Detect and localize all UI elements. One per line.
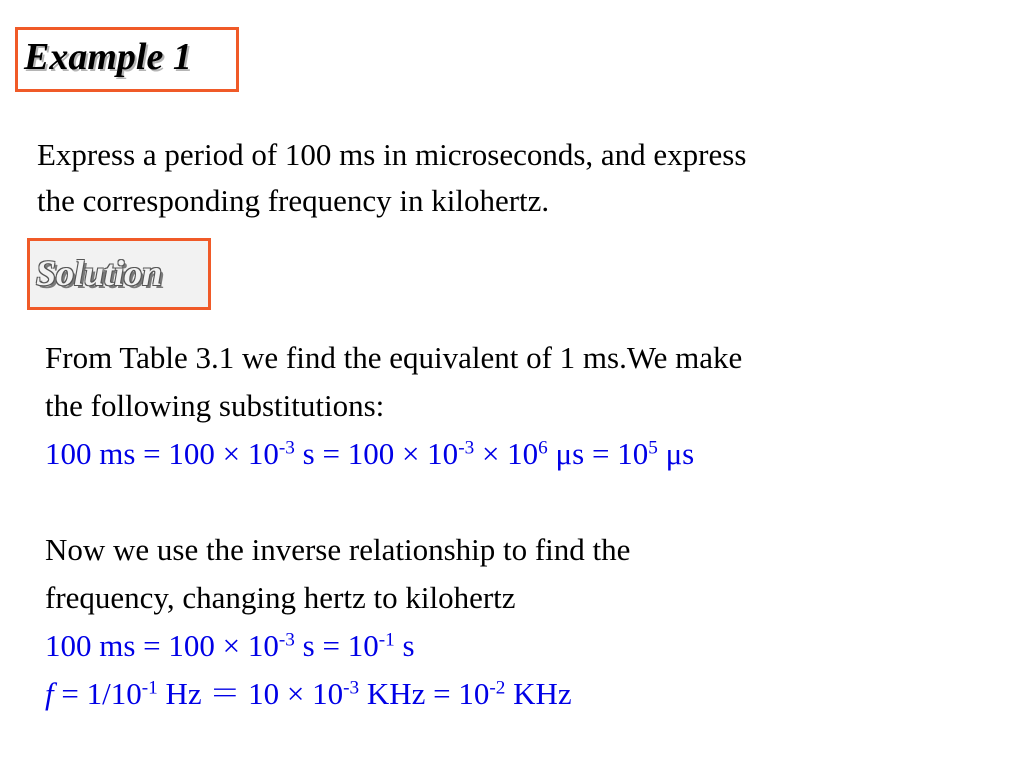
problem-statement [37,132,977,224]
eq3-exp-a: -1 [141,677,158,699]
slide-title: Example 1 [24,36,192,78]
eq1-exp-a: -3 [278,437,295,459]
problem-line-2: the corresponding frequency in kilohertz. [37,183,550,218]
eq2-part-b: s = 10 [294,628,379,663]
eq1-part-b: s = 100 × 10 [294,436,459,471]
problem-line-1: Express a period of 100 ms in microseconds, and express [37,137,747,172]
eq3-part-c: KHz = 10 [359,676,490,711]
spacer [45,478,1005,526]
eq3-part-d: KHz [505,676,572,711]
eq1-part-a: 100 ms = 100 × 10 [45,436,279,471]
eq2-part-a: 100 ms = 100 × 10 [45,628,279,663]
solution-para2-line-2: frequency, changing hertz to kilohertz [45,580,516,615]
eq3-exp-b: -3 [343,677,360,699]
equation-period-seconds [45,622,1005,670]
eq1-exp-c: 6 [538,437,548,459]
eq2-exp-a: -3 [278,629,295,651]
solution-para2-line-1: Now we use the inverse relationship to find the [45,532,631,567]
eq2-part-c: s [394,628,415,663]
solution-para1-line-1: From Table 3.1 we find the equivalent of 1 ms.We make [45,340,743,375]
eq1-exp-b: -3 [458,437,475,459]
eq1-part-e: μs [657,436,695,471]
solution-para1-line-2: the following substitutions: [45,388,385,423]
solution-body [45,334,1005,718]
solution-heading: Solution [36,253,163,293]
eq1-part-c: × 10 [474,436,539,471]
equation-frequency [45,670,1005,718]
eq3-part-a: = 1/10 [53,676,142,711]
eq2-exp-b: -1 [378,629,395,651]
eq3-part-b: Hz ＝ 10 × 10 [157,676,344,711]
eq1-part-d: μs = 10 [547,436,649,471]
eq1-exp-d: 5 [648,437,658,459]
eq3-variable: f [45,676,54,711]
equation-period-conversion [45,430,1005,478]
eq3-exp-c: -2 [489,677,506,699]
